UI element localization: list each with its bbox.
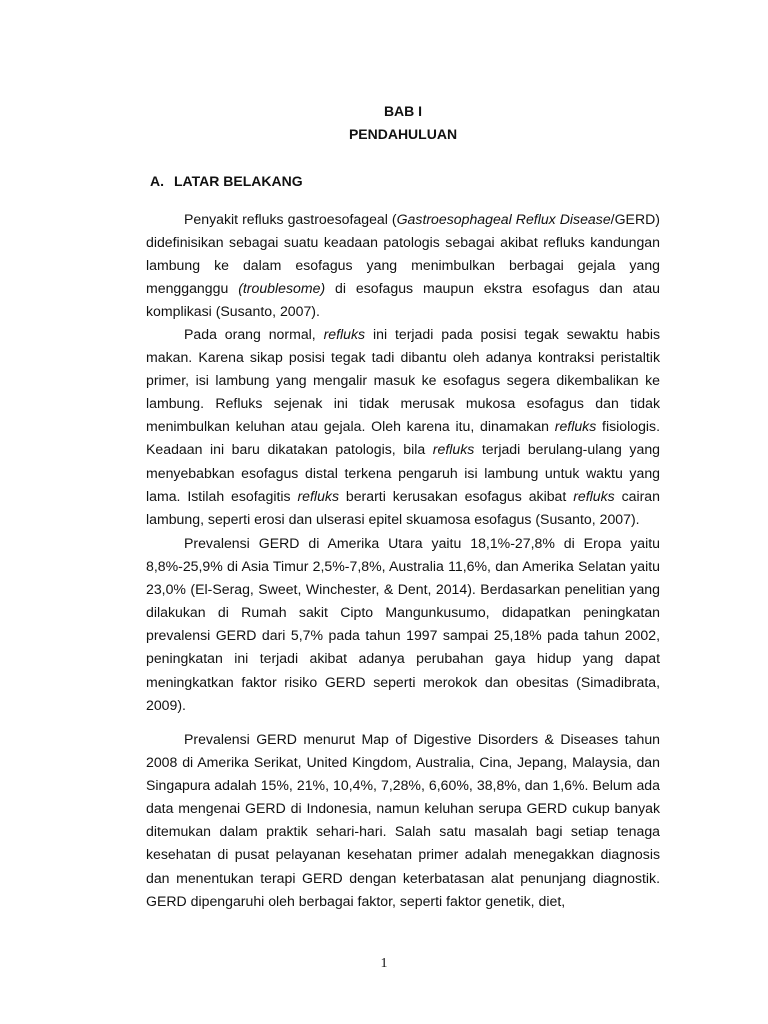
chapter-heading: BAB I <box>383 103 423 119</box>
paragraph-prevalence-regions: Prevalensi GERD di Amerika Utara yaitu 18,1%-27,8% di Eropa yaitu 8,8%-25,9% di Asia Timur 2,5%-7,8%, Australia 11,6%, dan Amerika Selatan yaitu 23,0% (El-Serag, Sweet, Winchester, & Dent, 2014). Berdasarkan penelitian yang dilakukan di Rumah sakit Cipto Mangunkusumo, didapatkan peningkatan prevalensi GERD dari 5,7% pada tahun 1997 sampai 25,18% pada tahun 2002, peningkatan ini terjadi akibat adanya perubahan gaya hidup yang dapat meningkatkan faktor risiko GERD seperti merokok dan obesitas (Simadibrata, 2009). <box>146 535 660 713</box>
page-number: 1 <box>380 956 388 971</box>
paragraph-prevalence-countries: Prevalensi GERD menurut Map of Digestive Disorders & Diseases tahun 2008 di Amerika Serikat, United Kingdom, Australia, Cina, Jepang, Malaysia, dan Singapura adalah 15%, 21%, 10,4%, 7,28%, 6,60%, 38,8%, dan 1,6%. Belum ada data mengenai GERD di Indonesia, namun keluhan serupa GERD cukup banyak ditemukan dalam praktik sehari-hari. Salah satu masalah bagi setiap tenaga kesehatan di pusat pelayanan kesehatan primer adalah menegakkan diagnosis dan menentukan terapi GERD dengan keterbatasan alat penunjang diagnostik. GERD dipengaruhi oleh berbagai faktor, seperti faktor genetik, diet, <box>146 731 660 909</box>
chapter-title: PENDAHULUAN <box>348 126 458 142</box>
paragraph-physiologic-reflux: Pada orang normal, refluks ini terjadi pada posisi tegak sewaktu habis makan. Karena sikap posisi tegak tadi dibantu oleh adanya kontraksi peristaltik primer, isi lambung yang mengalir masuk ke esofagus segera dikembalikan ke lambung. Refluks sejenak ini tidak merusak mukosa esofagus dan tidak menimbulkan keluhan atau gejala. Oleh karena itu, dinamakan refluks fisiologis. Keadaan ini baru dikatakan patologis, bila refluks terjadi berulang-ulang yang menyebabkan esofagus distal terkena pengaruh isi lambung untuk waktu yang lama. Istilah esofagitis refluks berarti kerusakan esofagus akibat refluks cairan lambung, seperti erosi dan ulserasi epitel skuamosa esofagus (Susanto, 2007). <box>146 326 660 527</box>
section-number: A. <box>150 173 164 189</box>
section-heading <box>150 171 303 191</box>
paragraph-gerd-definition: Penyakit refluks gastroesofageal (Gastroesophageal Reflux Disease/GERD) didefinisikan sebagai suatu keadaan patologis sebagai akibat refluks kandungan lambung ke dalam esofagus yang menimbulkan berbagai gejala yang mengganggu (troublesome) di esofagus maupun ekstra esofagus dan atau komplikasi (Susanto, 2007). <box>146 211 661 320</box>
section-title: LATAR BELAKANG <box>174 173 303 189</box>
